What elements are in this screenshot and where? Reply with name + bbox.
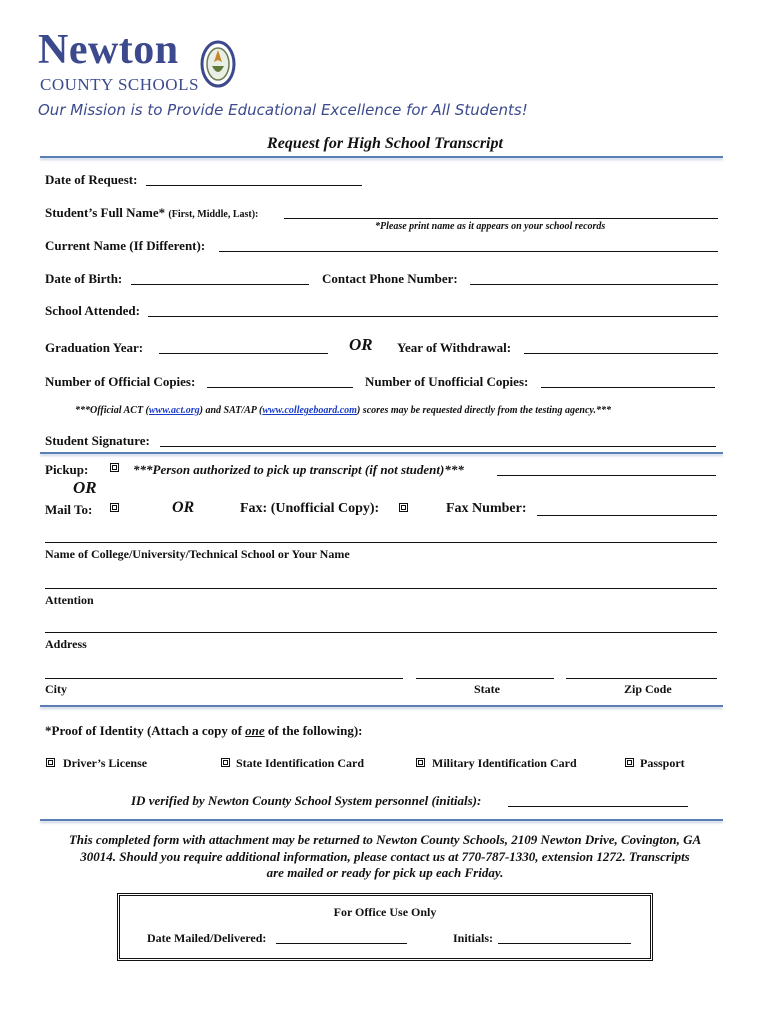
military-id-label: Military Identification Card — [432, 756, 577, 770]
identity-heading: *Proof of Identity (Attach a copy of one of the following): — [45, 723, 363, 738]
closing-line-2: 30014. Should you require additional information, please contact us at 770-787-1330, extension 1272. Transcripts — [80, 849, 690, 864]
phone-field[interactable] — [470, 284, 718, 285]
scores-note: ***Official ACT (www.act.org) and SAT/AP (www.collegeboard.com) scores may be requested directly from the testing agency.*** — [75, 405, 611, 416]
withdrawal-field[interactable] — [524, 353, 718, 354]
divider — [40, 819, 723, 821]
pickup-person-field[interactable] — [497, 475, 716, 476]
closing-line-1: This completed form with attachment may be returned to Newton County Schools, 2109 Newton Drive, Covington, GA — [68, 832, 702, 847]
dob-field[interactable] — [131, 284, 309, 285]
student-name-label: Student’s Full Name* (First, Middle, Last): — [45, 205, 259, 220]
state-label: State — [474, 682, 500, 696]
collegeboard-link[interactable]: www.collegeboard.com — [262, 405, 357, 416]
signature-label: Student Signature: — [45, 433, 150, 448]
id-verified-label: ID verified by Newton County School System personnel (initials): — [131, 793, 482, 808]
zip-field[interactable] — [566, 678, 717, 679]
office-use-box — [117, 893, 653, 961]
official-copies-label: Number of Official Copies: — [45, 374, 196, 389]
drivers-license-checkbox[interactable] — [46, 758, 55, 767]
city-label: City — [45, 682, 67, 696]
state-id-label: State Identification Card — [236, 756, 364, 770]
unofficial-copies-label: Number of Unofficial Copies: — [365, 374, 529, 389]
or-text: OR — [73, 478, 97, 497]
mail-label: Mail To: — [45, 502, 93, 517]
pickup-note: ***Person authorized to pick up transcript (if not student)*** — [133, 462, 464, 477]
act-link[interactable]: www.act.org — [148, 405, 200, 416]
or-text: OR — [172, 499, 195, 516]
id-verified-field[interactable] — [508, 806, 688, 807]
initials-field[interactable] — [498, 943, 631, 944]
date-request-field[interactable] — [146, 185, 362, 186]
phone-label: Contact Phone Number: — [322, 271, 458, 286]
divider — [40, 705, 723, 707]
grad-year-label: Graduation Year: — [45, 340, 144, 355]
student-name-field[interactable] — [284, 218, 718, 219]
closing-line-3: are mailed or ready for pick up each Friday. — [266, 865, 504, 880]
current-name-label: Current Name (If Different): — [45, 238, 206, 253]
date-mailed-label: Date Mailed/Delivered: — [147, 931, 267, 945]
state-field[interactable] — [416, 678, 554, 679]
org-name: Newton — [38, 27, 179, 73]
passport-label: Passport — [640, 756, 685, 770]
address-label: Address — [45, 637, 87, 651]
zip-label: Zip Code — [624, 682, 672, 696]
initials-label: Initials: — [453, 931, 494, 945]
pickup-label: Pickup: — [45, 462, 89, 477]
mail-checkbox[interactable] — [110, 503, 119, 512]
school-label: School Attended: — [45, 303, 140, 318]
fax-number-field[interactable] — [537, 515, 717, 516]
office-use-title: For Office Use Only — [333, 905, 437, 919]
unofficial-copies-field[interactable] — [541, 387, 715, 388]
current-name-field[interactable] — [219, 251, 718, 252]
dob-label: Date of Birth: — [45, 271, 123, 286]
address-field[interactable] — [45, 632, 717, 633]
fax-label: Fax: (Unofficial Copy): — [240, 501, 380, 516]
withdrawal-label: Year of Withdrawal: — [397, 340, 512, 355]
signature-field[interactable] — [160, 446, 716, 447]
mission-statement: Our Mission is to Provide Educational Excellence for All Students! — [38, 101, 528, 119]
fax-checkbox[interactable] — [399, 503, 408, 512]
grad-year-field[interactable] — [159, 353, 328, 354]
pickup-checkbox[interactable] — [110, 463, 119, 472]
name-note: *Please print name as it appears on your school records — [375, 221, 606, 232]
school-seal-icon — [200, 38, 236, 90]
college-label: Name of College/University/Technical School or Your Name — [45, 547, 350, 561]
military-id-checkbox[interactable] — [416, 758, 425, 767]
drivers-license-label: Driver’s License — [63, 756, 148, 770]
school-field[interactable] — [148, 316, 718, 317]
passport-checkbox[interactable] — [625, 758, 634, 767]
college-field[interactable] — [45, 542, 717, 543]
org-subtitle: COUNTY SCHOOLS — [40, 75, 199, 94]
official-copies-field[interactable] — [207, 387, 353, 388]
divider — [40, 452, 723, 454]
divider — [40, 156, 723, 158]
fax-number-label: Fax Number: — [446, 501, 527, 516]
attention-field[interactable] — [45, 588, 717, 589]
attention-label: Attention — [45, 593, 94, 607]
date-mailed-field[interactable] — [276, 943, 407, 944]
city-field[interactable] — [45, 678, 403, 679]
or-text: OR — [349, 335, 373, 354]
page-title: Request for High School Transcript — [267, 135, 503, 152]
date-request-label: Date of Request: — [45, 172, 138, 187]
state-id-checkbox[interactable] — [221, 758, 230, 767]
